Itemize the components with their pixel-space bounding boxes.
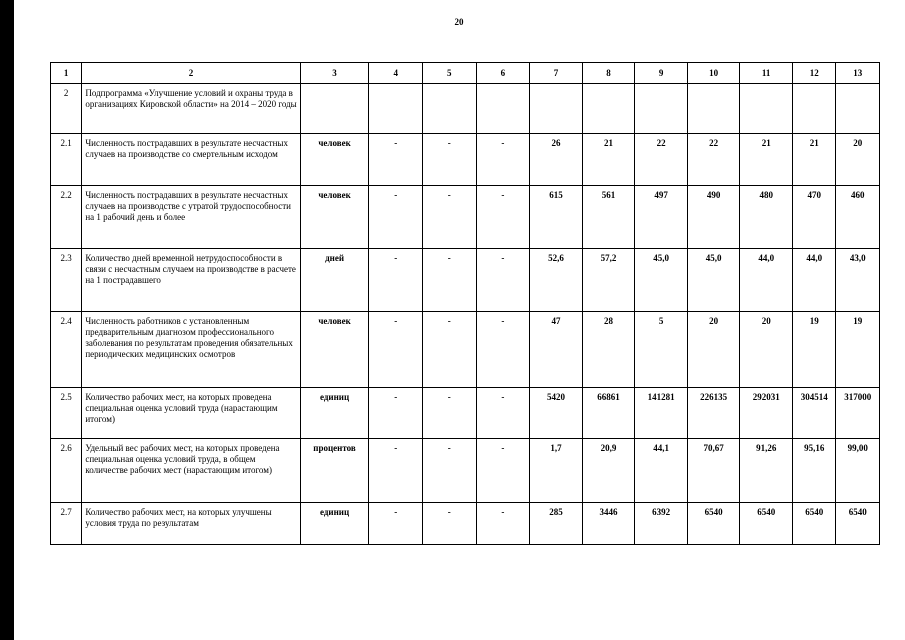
indicators-table	[50, 62, 880, 545]
value-cell: 470	[792, 186, 835, 249]
value-cell: 480	[740, 186, 793, 249]
value-cell: 20	[687, 312, 740, 388]
value-cell: -	[423, 186, 477, 249]
value-cell: 19	[836, 312, 880, 388]
value-cell	[792, 84, 835, 134]
indicator-name: Численность пострадавших в результате несчастных случаев на производстве со смертельным исходом	[82, 134, 300, 186]
value-cell: -	[476, 388, 530, 439]
value-cell	[582, 84, 635, 134]
value-cell: 1,7	[530, 439, 583, 503]
indicator-name: Подпрограмма «Улучшение условий и охраны труда в организациях Кировской области» на 2014 – 2020 годы	[82, 84, 300, 134]
value-cell: -	[369, 134, 423, 186]
header-cell: 8	[582, 63, 635, 84]
value-cell: -	[423, 134, 477, 186]
value-cell: 91,26	[740, 439, 793, 503]
row-number: 2.6	[51, 439, 82, 503]
value-cell: 5	[635, 312, 688, 388]
value-cell: 226135	[687, 388, 740, 439]
table-row	[51, 249, 880, 312]
value-cell	[740, 84, 793, 134]
value-cell: 70,67	[687, 439, 740, 503]
value-cell	[687, 84, 740, 134]
table-row	[51, 503, 880, 545]
value-cell	[476, 84, 530, 134]
value-cell	[423, 84, 477, 134]
value-cell: 99,00	[836, 439, 880, 503]
header-row	[51, 63, 880, 84]
value-cell: -	[423, 312, 477, 388]
value-cell	[369, 84, 423, 134]
value-cell: 20,9	[582, 439, 635, 503]
value-cell: 304514	[792, 388, 835, 439]
value-cell: 615	[530, 186, 583, 249]
header-cell: 7	[530, 63, 583, 84]
row-number: 2.4	[51, 312, 82, 388]
unit-cell: единиц	[300, 503, 369, 545]
row-number: 2.7	[51, 503, 82, 545]
indicator-name: Удельный вес рабочих мест, на которых проведена специальная оценка условий труда, в общем количестве рабочих мест (нарастающим итогом)	[82, 439, 300, 503]
value-cell: -	[476, 249, 530, 312]
value-cell: 47	[530, 312, 583, 388]
indicator-name: Количество дней временной нетрудоспособности в связи с несчастным случаем на производстве в расчете на 1 пострадавшего	[82, 249, 300, 312]
unit-cell: человек	[300, 134, 369, 186]
header-cell: 3	[300, 63, 369, 84]
header-cell: 6	[476, 63, 530, 84]
value-cell: 95,16	[792, 439, 835, 503]
value-cell: 5420	[530, 388, 583, 439]
value-cell: -	[476, 134, 530, 186]
value-cell: -	[423, 503, 477, 545]
value-cell	[836, 84, 880, 134]
table-row	[51, 134, 880, 186]
header-cell: 11	[740, 63, 793, 84]
value-cell: -	[423, 388, 477, 439]
value-cell: -	[476, 312, 530, 388]
value-cell: 45,0	[635, 249, 688, 312]
page-number: 20	[454, 17, 464, 27]
indicator-name: Численность пострадавших в результате несчастных случаев на производстве с утратой трудоспособности на 1 рабочий день и более	[82, 186, 300, 249]
value-cell: 317000	[836, 388, 880, 439]
header-cell: 2	[82, 63, 300, 84]
value-cell: 285	[530, 503, 583, 545]
value-cell: 6392	[635, 503, 688, 545]
value-cell: 21	[792, 134, 835, 186]
value-cell: 490	[687, 186, 740, 249]
value-cell: 44,1	[635, 439, 688, 503]
table-row	[51, 388, 880, 439]
value-cell: -	[476, 503, 530, 545]
value-cell: 561	[582, 186, 635, 249]
value-cell: -	[369, 312, 423, 388]
row-number: 2.2	[51, 186, 82, 249]
value-cell: 26	[530, 134, 583, 186]
header-cell: 1	[51, 63, 82, 84]
value-cell: -	[476, 439, 530, 503]
value-cell: -	[369, 439, 423, 503]
value-cell: 292031	[740, 388, 793, 439]
value-cell: 43,0	[836, 249, 880, 312]
value-cell	[530, 84, 583, 134]
value-cell: 44,0	[740, 249, 793, 312]
value-cell	[635, 84, 688, 134]
table-row	[51, 84, 880, 134]
value-cell: 28	[582, 312, 635, 388]
value-cell: 57,2	[582, 249, 635, 312]
value-cell: 52,6	[530, 249, 583, 312]
value-cell: 22	[635, 134, 688, 186]
value-cell: 66861	[582, 388, 635, 439]
value-cell: 6540	[792, 503, 835, 545]
value-cell: 20	[740, 312, 793, 388]
value-cell: 45,0	[687, 249, 740, 312]
row-number: 2.5	[51, 388, 82, 439]
value-cell: 21	[582, 134, 635, 186]
header-cell: 12	[792, 63, 835, 84]
unit-cell: единиц	[300, 388, 369, 439]
value-cell: -	[369, 186, 423, 249]
value-cell: -	[476, 186, 530, 249]
value-cell: 22	[687, 134, 740, 186]
value-cell: 6540	[740, 503, 793, 545]
value-cell: 141281	[635, 388, 688, 439]
table-row	[51, 439, 880, 503]
row-number: 2.3	[51, 249, 82, 312]
indicator-name: Количество рабочих мест, на которых улучшены условия труда по результатам	[82, 503, 300, 545]
header-cell: 9	[635, 63, 688, 84]
unit-cell	[300, 84, 369, 134]
value-cell: -	[423, 439, 477, 503]
unit-cell: человек	[300, 312, 369, 388]
value-cell: 21	[740, 134, 793, 186]
value-cell: 20	[836, 134, 880, 186]
value-cell: -	[369, 503, 423, 545]
indicator-name: Численность работников с установленным предварительным диагнозом профессионального заболевания по результатам проведения обязательных периодических медицинских осмотров	[82, 312, 300, 388]
table-row	[51, 186, 880, 249]
value-cell: -	[423, 249, 477, 312]
unit-cell: человек	[300, 186, 369, 249]
unit-cell: процентов	[300, 439, 369, 503]
value-cell: 6540	[687, 503, 740, 545]
value-cell: 6540	[836, 503, 880, 545]
value-cell: 19	[792, 312, 835, 388]
value-cell: 44,0	[792, 249, 835, 312]
header-cell: 4	[369, 63, 423, 84]
row-number: 2.1	[51, 134, 82, 186]
header-cell: 10	[687, 63, 740, 84]
value-cell: 3446	[582, 503, 635, 545]
scan-edge-bar	[0, 0, 14, 640]
table-row	[51, 312, 880, 388]
header-cell: 5	[423, 63, 477, 84]
value-cell: -	[369, 388, 423, 439]
unit-cell: дней	[300, 249, 369, 312]
header-cell: 13	[836, 63, 880, 84]
value-cell: 497	[635, 186, 688, 249]
indicator-name: Количество рабочих мест, на которых проведена специальная оценка условий труда (нарастающим итогом)	[82, 388, 300, 439]
value-cell: 460	[836, 186, 880, 249]
row-number: 2	[51, 84, 82, 134]
value-cell: -	[369, 249, 423, 312]
